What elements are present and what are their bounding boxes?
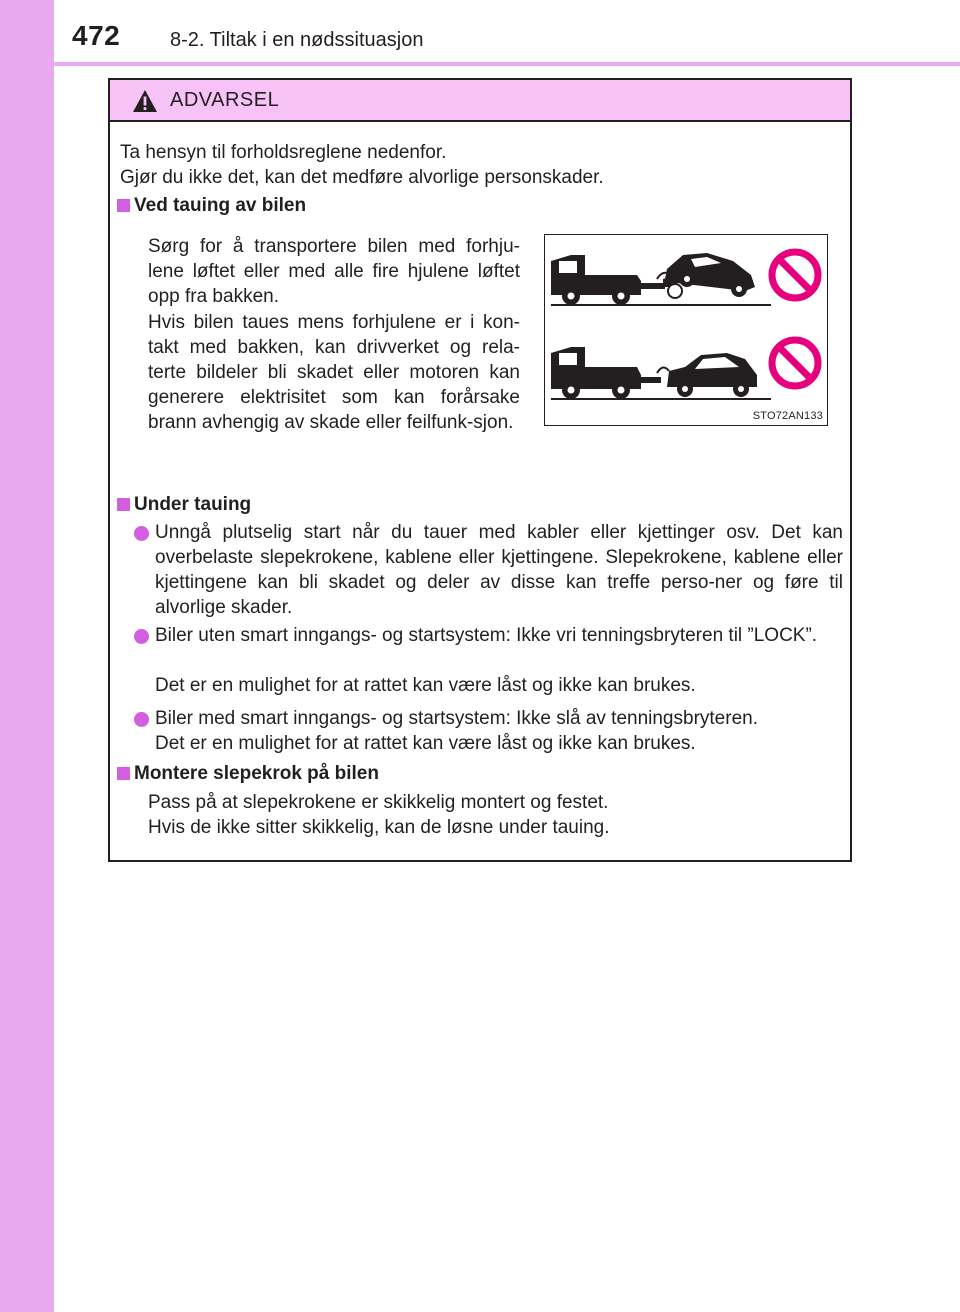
section-heading-towing: Ved tauing av bilen xyxy=(134,195,307,216)
car-on-ground-bottom xyxy=(667,353,757,397)
intro-line-2: Gjør du ikke det, kan det medføre alvorlige personskader. xyxy=(120,167,604,188)
warning-header xyxy=(110,80,850,122)
intro-line-1: Ta hensyn til forholdsreglene nedenfor. xyxy=(120,142,447,163)
header-rule xyxy=(54,62,960,66)
warning-title: ADVARSEL xyxy=(170,89,280,111)
prohibited-icon-bottom xyxy=(772,340,818,386)
under-towing-item-2: Biler uten smart inngangs- og startsystem: Ikke vri tenningsbryteren til ”LOCK”. xyxy=(155,625,818,646)
section-title: 8-2. Tiltak i en nødssituasjon xyxy=(170,29,424,51)
under-towing-item-1: Unngå plutselig start når du tauer med kabler eller kjettinger osv. Det kan overbelaste slepekrokene, kablene eller kjettingene. Slepekrokene, kablene eller kjettingene kan bli skadet og deler av disse kan treffe perso-ner og føre til alvorlige skader. xyxy=(155,522,843,618)
section-bullet xyxy=(117,498,130,511)
side-strip xyxy=(0,0,54,1312)
warning-intro xyxy=(120,140,840,190)
under-towing-item-2-note: Det er en mulighet for at rattet kan være låst og ikke kan brukes. xyxy=(155,675,696,696)
section-heading-under-towing: Under tauing xyxy=(134,494,252,515)
tow-truck-top xyxy=(551,255,682,305)
list-bullet xyxy=(134,629,149,644)
tow-truck-bottom xyxy=(551,347,669,399)
towing-illustration-drawing xyxy=(545,235,827,425)
mount-hook-line-2: Hvis de ikke sitter skikkelig, kan de løsne under tauing. xyxy=(148,817,610,838)
list-bullet xyxy=(134,526,149,541)
under-towing-item-3-note: Det er en mulighet for at rattet kan være låst og ikke kan brukes. xyxy=(155,733,696,754)
mount-hook-line-1: Pass på at slepekrokene er skikkelig montert og festet. xyxy=(148,792,609,813)
illustration-code: STO72AN133 xyxy=(752,410,823,422)
section-bullet xyxy=(117,199,130,212)
list-bullet xyxy=(134,712,149,727)
warning-box xyxy=(108,78,852,862)
warning-triangle-icon xyxy=(132,89,158,113)
section-bullet xyxy=(117,767,130,780)
towing-illustration xyxy=(544,234,828,426)
under-towing-item-3: Biler med smart inngangs- og startsystem: Ikke slå av tenningsbryteren. xyxy=(155,708,758,729)
towing-paragraph-1: Sørg for å transportere bilen med forhju-lene løftet eller med alle fire hjulene løftet opp fra bakken. xyxy=(148,236,520,307)
towing-paragraph-2: Hvis bilen taues mens forhjulene er i kon-takt med bakken, kan drivverket og rela-terte bildeler bli skadet eller motoren kan generere elektrisitet som kan forårsake brann avhengig av skade eller feilfunk-sjon. xyxy=(148,312,520,433)
section-heading-mount-hook: Montere slepekrok på bilen xyxy=(134,763,379,784)
page-number: 472 xyxy=(72,20,121,51)
prohibited-icon-top xyxy=(772,252,818,298)
